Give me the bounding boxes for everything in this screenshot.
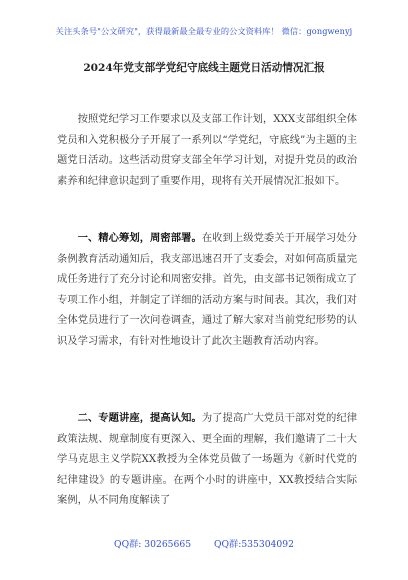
footer-contact [0,536,408,550]
section-1-block [57,228,357,352]
section-1-body: 在收到上级党委关于开展学习处分条例教育活动通知后，我支部迅速召开了支委会，对如何高质量完成任务进行了充分讨论和周密安排。首先，由支部书记领衔成立了专项工作小组，并制定了详细的活动方案与时间表。其次，我们对全体党员进行了一次问卷调查，通过了解大家对当前党纪形势的认识及学习需求，有针对性地设计了此次主题教育活动内容。 [57,232,358,347]
section-1-heading: 一、精心筹划，周密部署。 [77,232,202,244]
intro-paragraph: 按照党纪学习工作要求以及支部工作计划，XXX支部组织全体党员和入党积极分子开展了一系列以“学党纪，守底线”为主题的主题党日活动。这些活动贯穿支部全年学习计划，对提升党员的政治素养和纪律意识起到了重要作用，现将有关开展情况汇报如下。 [57,113,358,187]
footer-qq-group-1: QQ群: 30265665 [114,539,192,550]
section-2-paragraph [57,408,357,511]
document-title: 2024年党支部学党纪守底线主题党日活动情况汇报 [83,62,325,74]
section-2-block [57,408,357,511]
section-2-body: 为了提高广大党员干部对党的纪律政策法规、规章制度有更深入、更全面的理解，我们邀请了二十大学马克思主义学院XX教授为全体党员做了一场题为《新时代党的纪律建设》的专题讲座。在两个小时的讲座中，XX教授结合实际案例，从不同角度解读了 [57,412,358,507]
footer-qq-group-2: QQ群:535304092 [213,539,294,550]
section-2-heading: 二、专题讲座，提高认知。 [77,412,202,424]
section-1-paragraph [57,228,357,352]
promo-banner: 关注头条号"公文研究"，获得最新最全最专业的公文资料库！ 微信：gongwenyj [55,26,353,36]
intro-paragraph-block [57,109,357,191]
